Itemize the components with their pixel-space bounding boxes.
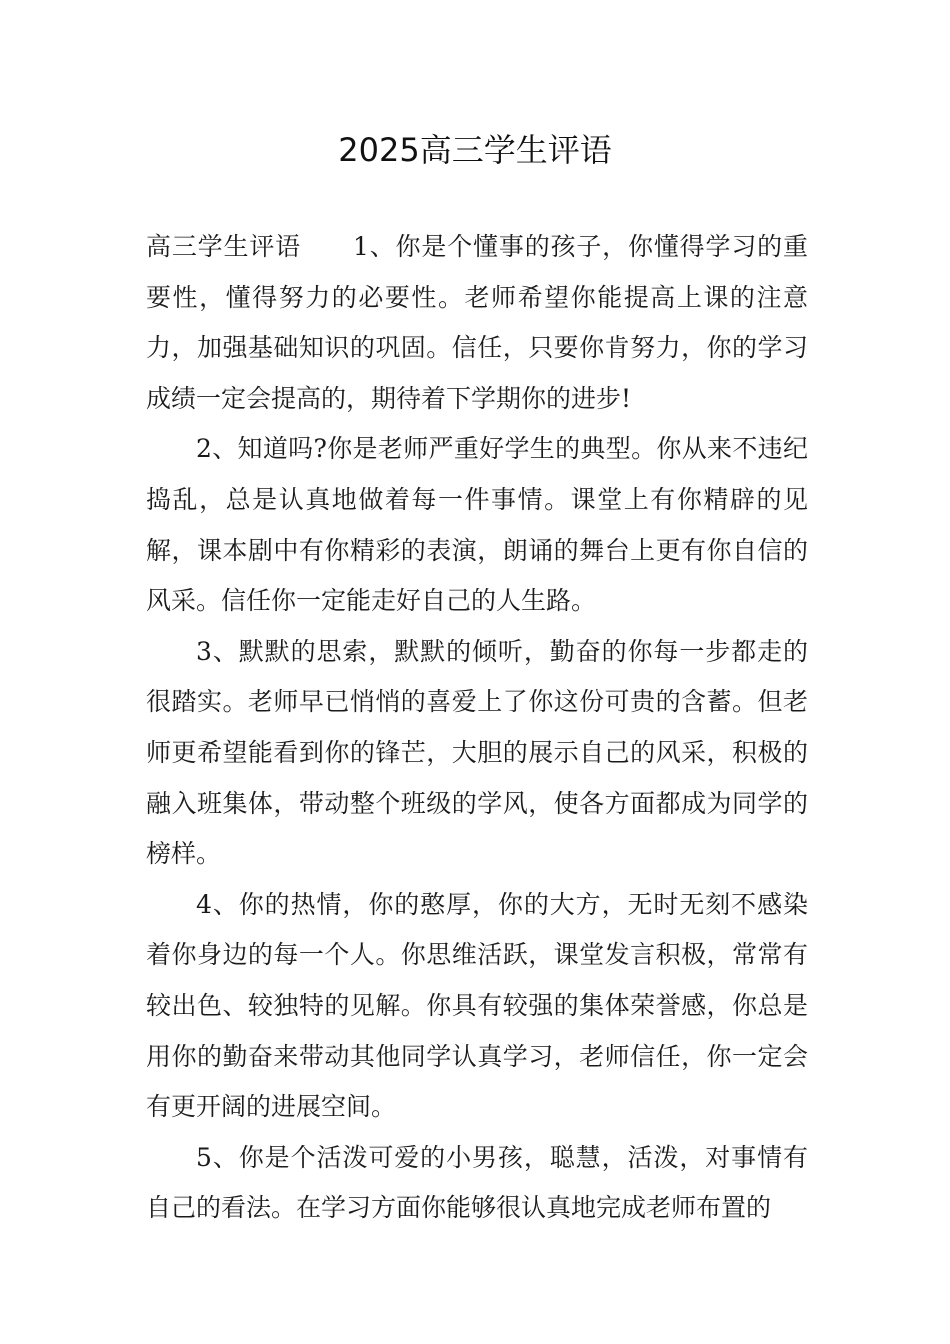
paragraph-1 <box>146 222 808 424</box>
lead-label: 高三学生评语 <box>146 232 301 261</box>
paragraph-4: 4、你的热情，你的憨厚，你的大方，无时无刻不感染着你身边的每一个人。你思维活跃，课堂发言积极，常常有较出色、较独特的见解。你具有较强的集体荣誉感，你总是用你的勤奋来带动其他同学认真学习，老师信任，你一定会有更开阔的进展空间。 <box>146 889 808 1122</box>
document-body <box>146 222 808 1234</box>
paragraph-2: 2、知道吗?你是老师严重好学生的典型。你从来不违纪捣乱，总是认真地做着每一件事情。课堂上有你精辟的见解，课本剧中有你精彩的表演，朗诵的舞台上更有你自信的风采。信任你一定能走好自己的人生路。 <box>146 434 808 616</box>
paragraph-1-text: 1、你是个懂事的孩子，你懂得学习的重要性，懂得努力的必要性。老师希望你能提高上课的注意力，加强基础知识的巩固。信任，只要你肯努力，你的学习成绩一定会提高的，期待着下学期你的进步! <box>146 232 808 413</box>
document-title: 2025高三学生评语 <box>338 131 612 169</box>
paragraph-3: 3、默默的思索，默默的倾听，勤奋的你每一步都走的很踏实。老师早已悄悄的喜爱上了你这份可贵的含蓄。但老师更希望能看到你的锋芒，大胆的展示自己的风采，积极的融入班集体，带动整个班级的学风，使各方面都成为同学的榜样。 <box>146 636 808 869</box>
paragraph-5: 5、你是个活泼可爱的小男孩，聪慧，活泼，对事情有自己的看法。在学习方面你能够很认真地完成老师布置的 <box>146 1142 808 1223</box>
